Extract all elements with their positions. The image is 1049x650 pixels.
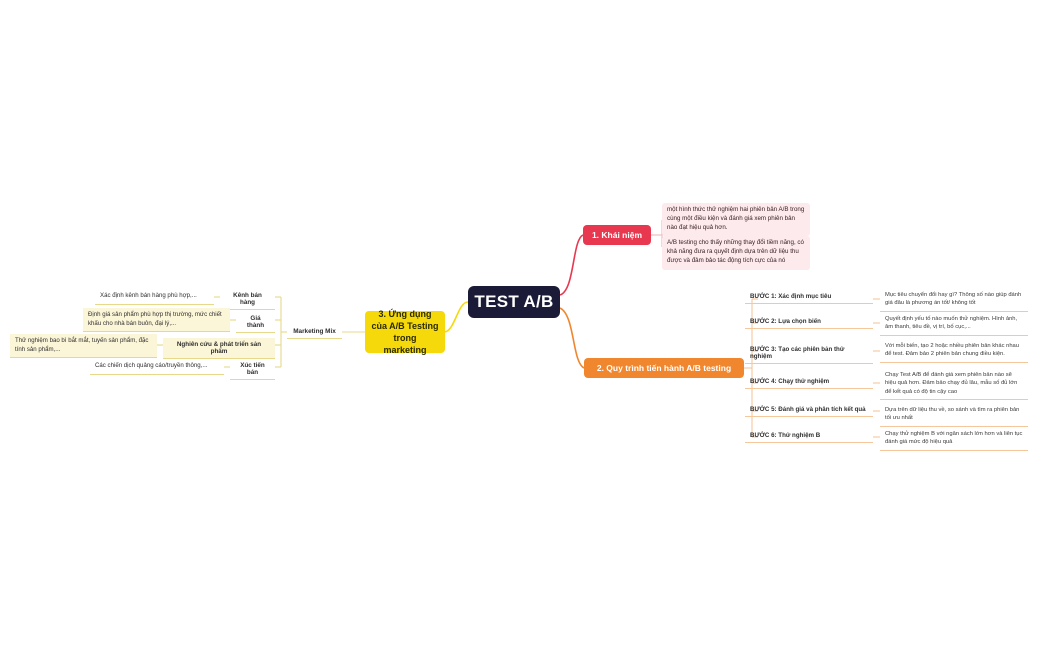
branch-application[interactable]: 3. Ứng dụng của A/B Testing trong marketing: [365, 311, 445, 353]
process-step-5-desc: Dựa trên dữ liệu thu về, so sánh và tìm ra phiên bản tối ưu nhất: [880, 403, 1028, 427]
application-subcategory-4[interactable]: Xúc tiến bán: [230, 359, 275, 380]
concept-note-2: A/B testing cho thấy những thay đổi tiềm năng, có khả năng đưa ra quyết định dựa trên dữ liệu thu được và đảm bảo tác động tích cực của nó: [662, 236, 810, 270]
application-detail-4: Các chiến dịch quảng cáo/truyền thông,...: [90, 359, 224, 375]
branch-concept[interactable]: 1. Khái niệm: [583, 225, 651, 245]
application-subcategory-3[interactable]: Nghiên cứu & phát triển sản phẩm: [163, 338, 275, 359]
process-step-6[interactable]: BƯỚC 6: Thử nghiệm B: [745, 429, 873, 443]
process-step-6-desc: Chạy thử nghiệm B với ngân sách lớn hơn và liên tục đánh giá mức độ hiệu quả: [880, 427, 1028, 451]
concept-note-1: một hình thức thử nghiệm hai phiên bản A/B trong cùng một điều kiện và đánh giá xem phiên bản nào đạt hiệu quả hơn.: [662, 203, 810, 236]
process-step-1-desc: Mục tiêu chuyển đổi hay gì? Thông số nào giúp đánh giá đâu là phương án tốt/ không tốt: [880, 288, 1028, 312]
process-step-3-desc: Với mỗi biến, tạo 2 hoặc nhiều phiên bản khác nhau để test. Đảm bảo 2 phiên bản chung điều kiện.: [880, 339, 1028, 363]
process-step-3[interactable]: BƯỚC 3: Tạo các phiên bản thử nghiệm: [745, 343, 873, 364]
process-step-4[interactable]: BƯỚC 4: Chạy thử nghiệm: [745, 375, 873, 389]
branch-process[interactable]: 2. Quy trình tiến hành A/B testing: [584, 358, 744, 378]
process-step-5[interactable]: BƯỚC 5: Đánh giá và phân tích kết quả: [745, 403, 873, 417]
application-subcategory-2[interactable]: Giá thành: [236, 312, 275, 333]
process-step-1[interactable]: BƯỚC 1: Xác định mục tiêu: [745, 290, 873, 304]
process-step-2-desc: Quyết định yếu tố nào muốn thử nghiệm. Hình ảnh, âm thanh, tiêu đề, vị trí, bố cục,...: [880, 312, 1028, 336]
application-subcategory-1[interactable]: Kênh bán hàng: [220, 289, 275, 310]
application-detail-3: Thử nghiệm bao bì bắt mắt, tuyến sản phẩm, đặc tính sản phẩm,...: [10, 334, 157, 358]
process-step-4-desc: Chạy Test A/B để đánh giá xem phiên bản nào sẽ hiệu quả hơn. Đảm bảo chạy đủ lâu, mẫu số đủ lớn để kết quả có độ tin cậy cao: [880, 368, 1028, 400]
process-step-2[interactable]: BƯỚC 2: Lựa chọn biến: [745, 315, 873, 329]
marketing-mix-label: Marketing Mix: [287, 325, 342, 339]
application-detail-2: Định giá sản phẩm phù hợp thị trường, mức chiết khấu cho nhà bán buôn, đại lý,...: [83, 308, 230, 332]
application-detail-1: Xác định kênh bán hàng phù hợp,...: [95, 289, 214, 305]
central-node[interactable]: TEST A/B: [468, 286, 560, 318]
